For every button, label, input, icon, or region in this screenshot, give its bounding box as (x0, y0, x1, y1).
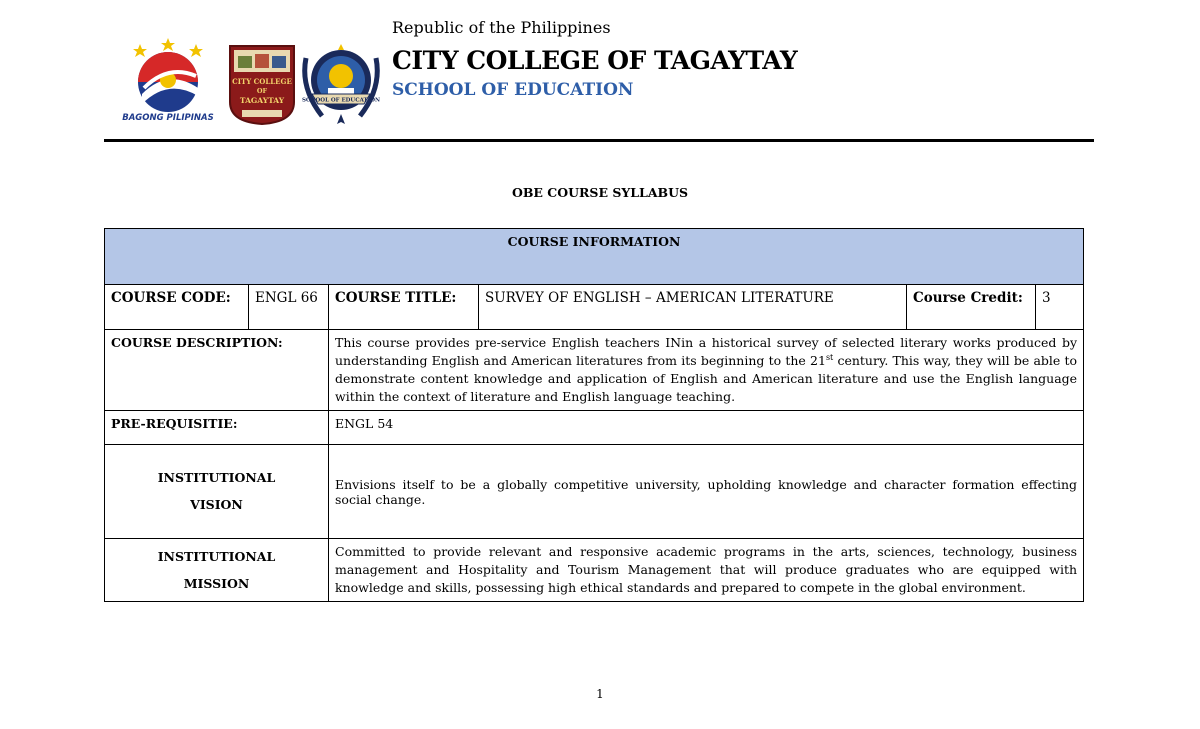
document-title: OBE COURSE SYLLABUS (511, 185, 689, 200)
course-information-table (104, 228, 1084, 602)
svg-text:CITY COLLEGE: CITY COLLEGE (232, 77, 292, 86)
school-name: SCHOOL OF EDUCATION (392, 80, 634, 100)
bagong-pilipinas-logo (120, 38, 216, 122)
prerequisite-value: ENGL 54 (329, 411, 1084, 445)
vision-row (105, 445, 1084, 539)
school-of-education-logo (300, 38, 382, 128)
svg-text:TAGAYTAY: TAGAYTAY (239, 96, 285, 105)
svg-text:SCHOOL OF EDUCATION: SCHOOL OF EDUCATION (301, 97, 381, 104)
course-credit-label: Course Credit: (907, 285, 1036, 330)
mission-text: Committed to provide relevant and responsive academic programs in the arts, sciences, technology, business management and Hospitality and Tourism Management that will produce graduates who are equipped with knowledge and skills, possessing high ethical standards and prepared to compete in the global environment. (329, 539, 1084, 602)
course-title-label: COURSE TITLE: (329, 285, 479, 330)
vision-label: INSTITUTIONAL VISION (105, 445, 329, 539)
course-title-value: SURVEY OF ENGLISH – AMERICAN LITERATURE (479, 285, 907, 330)
course-credit-value: 3 (1036, 285, 1084, 330)
city-college-of-tagaytay-logo (228, 44, 296, 126)
mission-row (105, 539, 1084, 602)
course-description-label: COURSE DESCRIPTION: (105, 330, 329, 411)
course-code-row (105, 285, 1084, 330)
course-code-label: COURSE CODE: (105, 285, 249, 330)
course-code-value: ENGL 66 (249, 285, 329, 330)
svg-text:BAGONG PILIPINAS: BAGONG PILIPINAS (122, 113, 214, 122)
college-name: CITY COLLEGE OF TAGAYTAY (392, 46, 798, 75)
header-divider (104, 139, 1094, 142)
course-information-header: COURSE INFORMATION (105, 229, 1084, 285)
prerequisite-label: PRE-REQUISITIE: (105, 411, 329, 445)
vision-text: Envisions itself to be a globally competitive university, upholding knowledge and character formation effecting social change. (329, 445, 1084, 539)
prerequisite-row (105, 411, 1084, 445)
table-header-row (105, 229, 1084, 285)
course-description-row (105, 330, 1084, 411)
course-description-text: This course provides pre-service English teachers INin a historical survey of selected literary works produced by understanding English and American literatures from its beginning to the 21st century. This way, they will be able to demonstrate content knowledge and application of English and American literature and use the English language within the context of literature and English language teaching. (329, 330, 1084, 411)
svg-text:OF: OF (256, 87, 268, 95)
republic-heading: Republic of the Philippines (392, 18, 611, 37)
page-number: 1 (596, 687, 604, 701)
mission-label: INSTITUTIONAL MISSION (105, 539, 329, 602)
